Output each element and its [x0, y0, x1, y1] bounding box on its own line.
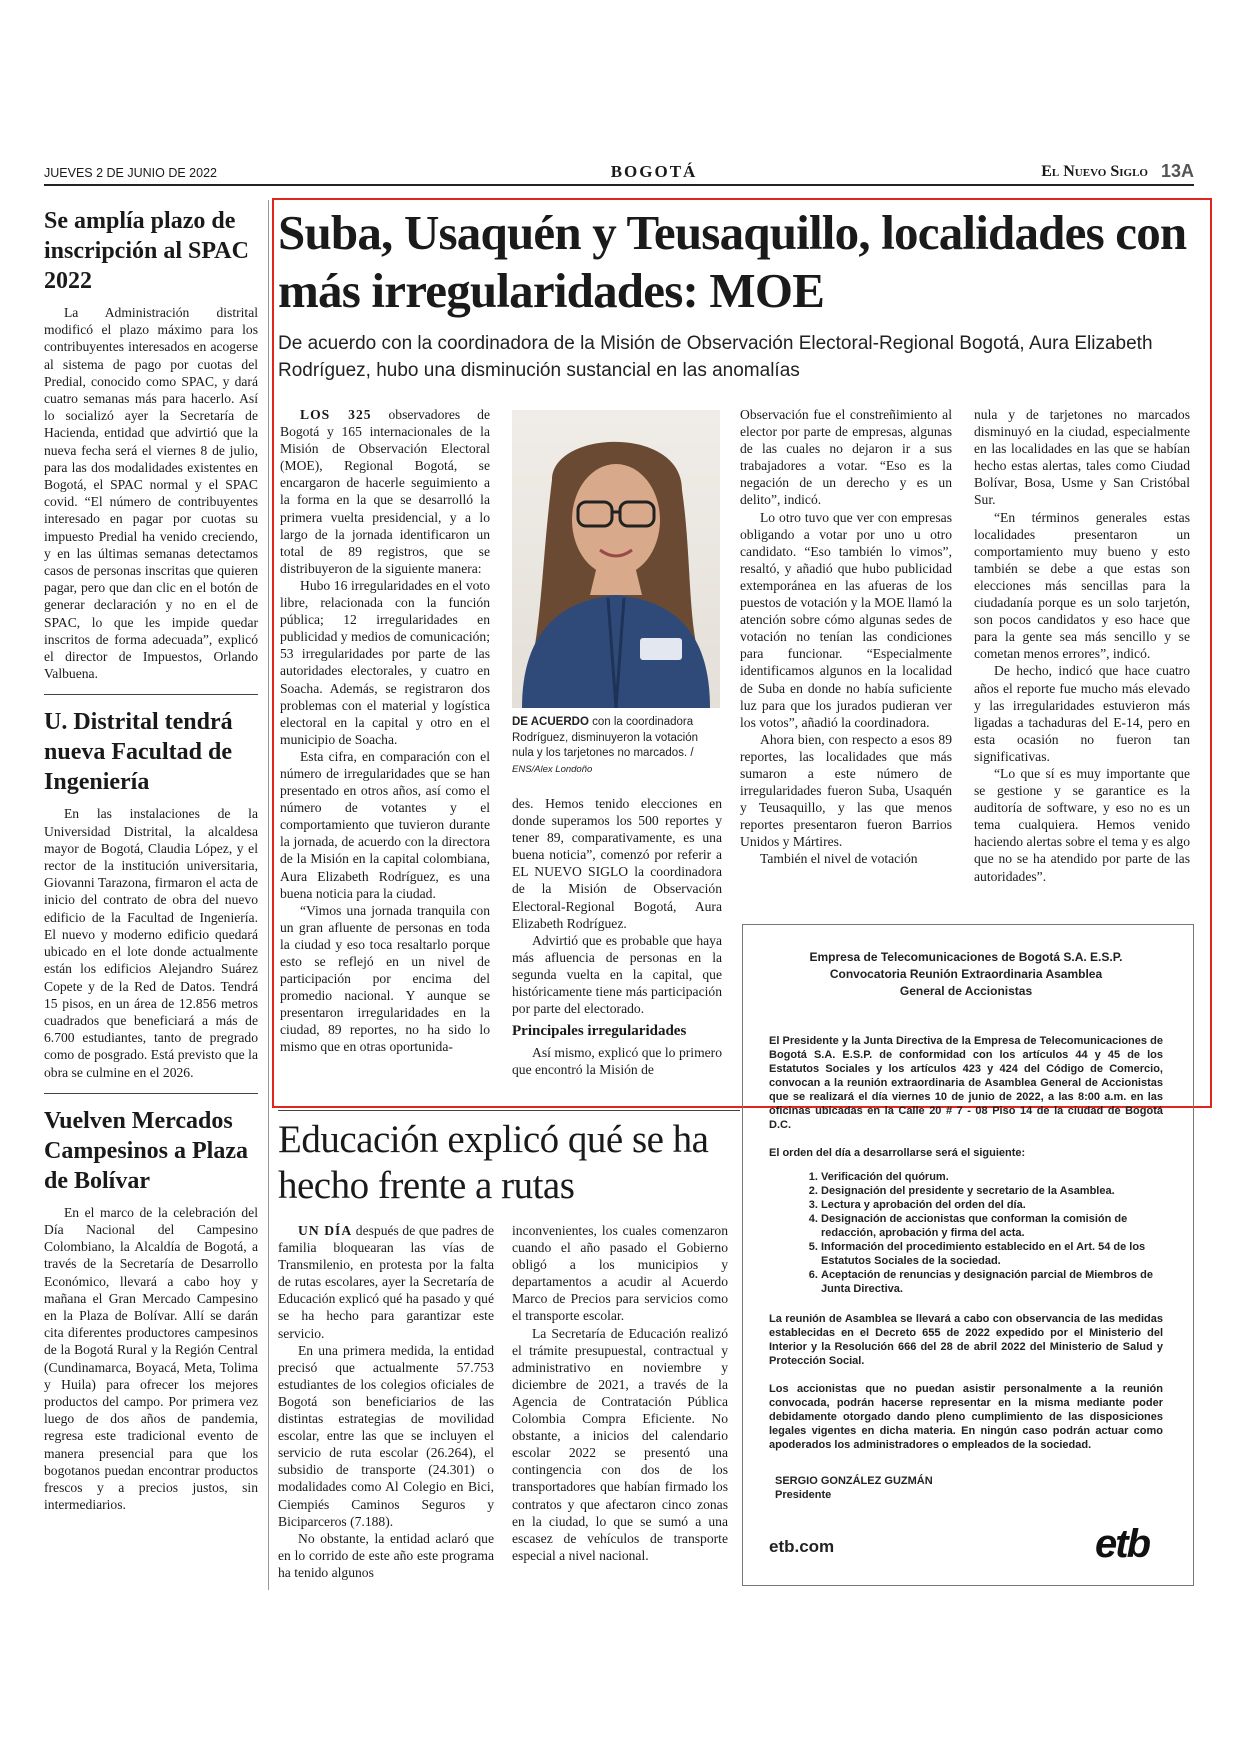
main-paragraph: des. Hemos tenido elecciones en donde superamos los 500 reportes y tener 89, comparativamente, es una buena noticia”, comenzó por referir a EL NUEVO SIGLO la coordinadora de la Misión de Observación Electoral-Regional Bogotá, Aura Elizabeth Rodríguez. — [512, 796, 722, 931]
main-paragraph: Ahora bien, con respecto a esos 89 reportes, las localidades que más sumaron a este número de irregularidades fueron Suba, Usaquén y Teusaquillo, y las que menos reportes presentaron fueron Barrios Unidos y Mártires. — [740, 731, 952, 850]
ad-website[interactable]: etb.com — [769, 1537, 835, 1556]
photo-caption-text: con la coordinadora Rodríguez, disminuyeron la votación nula y los tarjetones no marcados. / — [512, 716, 699, 759]
second-paragraph — [278, 1222, 494, 1342]
header-page-number: 13A — [1160, 161, 1194, 181]
ad-meeting-note: La reunión de Asamblea se llevará a cabo con observancia de las medidas establecidas en el Decreto 655 de 2022 expedido por el Ministerio del Interior y la Resolución 666 del 28 de abril 2022 del Ministerio de Salud y Protección Social. — [769, 1313, 1163, 1367]
main-headline: Suba, Usaquén y Teusaquillo, localidades con más irregularidades: MOE — [278, 205, 1187, 318]
sidebar-story-spac — [44, 206, 258, 682]
ad-title-line: General de Accionistas — [899, 984, 1033, 998]
sidebar-divider — [44, 1093, 258, 1094]
header-section: BOGOTÁ — [610, 162, 698, 181]
header-masthead: El Nuevo Siglo — [1041, 163, 1148, 180]
agenda-item: 5. Información del procedimiento establecido en el Art. 54 de los Estatutos Sociales de la sociedad. — [821, 1240, 1163, 1268]
main-paragraph: Observación fue el constreñimiento al elector por parte de empresas, algunas de las cuales no dejaron ir a sus trabajadores a votar. “Eso es la negación de un derecho y es un delito”, indicó. — [740, 407, 952, 508]
main-paragraph: Así mismo, explicó que lo primero que encontró la Misión de — [512, 1045, 722, 1078]
sidebar-story-title: Se amplía plazo de inscripción al SPAC 2022 — [44, 208, 249, 294]
second-headline: Educación explicó qué se ha hecho frente a rutas — [278, 1118, 709, 1207]
second-column-2 — [512, 1222, 728, 1564]
main-paragraph-text: observadores de Bogotá y 165 internacionales de la Misión de Observación Electoral (MOE), Regional Bogotá, se encargaron de hacerle seguimiento a la forma en la que se desarrolló la primera vuelta presidencial, y a lo largo de la jornada identificaron un total de 89 registros, que se distribuyeron de la siguiente manera: — [280, 407, 490, 576]
sidebar — [44, 206, 258, 1513]
sidebar-divider — [44, 694, 258, 695]
agenda-item: 6. Aceptación de renuncias y designación parcial de Miembros de Junta Directiva. — [821, 1268, 1163, 1296]
main-column-2 — [512, 795, 722, 1078]
second-paragraph: La Secretaría de Educación realizó el trámite presupuestal, contractual y administrativo en noviembre y diciembre de 2021, a través de la Agencia de Contratación Pública Colombia Compra Eficiente. No obstante, a inicios del calendario escolar 2022 se presentó una contingencia con dos de los transportadores que habían firmado los contratos y que afectaron cinco zonas en la ciudad, lo que se sumó a una escasez de vehículos de transporte especial a nivel nacional. — [512, 1325, 728, 1563]
second-column-1 — [278, 1222, 494, 1581]
photo-coordinadora — [512, 410, 720, 708]
lead-words: LOS 325 — [300, 407, 372, 422]
main-paragraph: nula y de tarjetones no marcados disminuyó en la ciudad, especialmente en las localidades en las que se habían hecho estas alertas, tales como Ciudad Bolívar, Bosa, Usme y San Cristóbal Sur. — [974, 407, 1190, 508]
main-paragraph: “En términos generales estas localidades presentaron un comportamiento muy bueno y esto también se debe a que estas son elecciones más sencillas para la ciudadanía porque es un solo tarjetón, son pocos candidatos y eso hace que para la gente sea más sencillo y se cometan menos errores”, indicó. — [974, 509, 1190, 662]
etb-logo: etb — [1095, 1522, 1149, 1566]
sidebar-story-title: U. Distrital tendrá nueva Facultad de Ingeniería — [44, 709, 233, 796]
main-paragraph: También el nivel de votación — [760, 851, 918, 867]
page-header — [44, 162, 1194, 186]
agenda-item: 1. Verificación del quórum. — [821, 1170, 1163, 1184]
main-paragraph: Esta cifra, en comparación con el número de irregularidades que se han presentado en otros años, así como el número de votantes y el comportamiento que tuvieron durante la jornada, de acuerdo con la directora de la Misión en la capital colombiana, Aura Elizabeth Rodríguez, es una buena noticia para la ciudad. — [280, 748, 490, 901]
main-paragraph — [280, 406, 490, 577]
agenda-item: 3. Lectura y aprobación del orden del día. — [821, 1198, 1163, 1212]
ad-agenda — [769, 1170, 1163, 1296]
second-article-rule — [278, 1110, 740, 1111]
ad-signer: SERGIO GONZÁLEZ GUZMÁN — [775, 1475, 933, 1487]
ad-signer-role: Presidente — [775, 1489, 832, 1501]
ad-title-line: Empresa de Telecomunicaciones de Bogotá S.A. E.S.P. — [809, 950, 1123, 964]
etb-ad — [742, 924, 1194, 1586]
sidebar-story-text: En el marco de la celebración del Día Nacional del Campesino Colombiano, la Alcaldía de Bogotá, a través de la Secretaría de Desarrollo Económico, llevará a cabo hoy y mañana el Gran Mercado Campesino en la Plaza de Bolívar. Allí se darán cita diferentes productores campesinos de la Bogotá Rural y la Región Central (Cundinamarca, Boyacá, Meta, Tolima y Huila) para ofrecer los mejores productos del campo. Por primera vez luego de dos años de pandemia, regresa este tradicional evento de manera presencial para que los bogotanos puedan encontrar productos frescos y a precios justos, sin intermediarios. — [44, 1204, 258, 1513]
photo-caption — [512, 715, 722, 777]
sidebar-story-text: La Administración distrital modificó el plazo máximo para los contribuyentes interesados en acogerse al sistema de pago por cuotas del Predial, conocido como SPAC, y dará cuatro semanas más para hacerlo. Así lo socializó ayer la Secretaría de Hacienda, entidad que advirtió que la nueva fecha será el viernes 8 de julio, para las dos modalidades existentes en Bogotá, el SPAC normal y el SPAC covid. “El número de contribuyentes interesado en pagar por cuotas su impuesto Predial ha venido creciendo, y en las últimas semanas detectamos casos de personas inscritas que quieren pagar, pero que dan clic en el botón de generar declaración y no en el de SPAC, lo que les impide quedar inscritos de forma adecuada”, explicó el director de Impuestos, Orlando Valbuena. — [44, 305, 258, 682]
ad-title-line: Convocatoria Reunión Extraordinaria Asamblea — [829, 967, 1103, 981]
agenda-item: 2. Designación del presidente y secretario de la Asamblea. — [821, 1184, 1163, 1198]
second-paragraph: inconvenientes, los cuales comenzaron cuando el año pasado el Gobierno obligó a los municipios y departamentos a acudir al Acuerdo Marco de Precios para servicios como el transporte escolar. — [512, 1223, 728, 1324]
ad-proxy-note: Los accionistas que no puedan asistir personalmente a la reunión convocada, podrán hacerse representar en la misma mediante poder debidamente otorgado dando pleno cumplimiento de las disposiciones legales vigentes en dicha materia. En ningún caso podrán actuar como apoderados los administradores o empleados de la sociedad. — [769, 1383, 1163, 1451]
ad-agenda-intro: El orden del día a desarrollarse será el siguiente: — [769, 1147, 1026, 1159]
second-paragraph: En una primera medida, la entidad precisó que actualmente 57.753 estudiantes de los colegios oficiales de Bogotá son beneficiarios de las distintas estrategias de movilidad escolar, entre las que se incluyen el servicio de ruta escolar (26.264), el subsidio de transporte (24.301) o modalidades como Al Colegio en Bici, Ciempiés Caminos Seguros y Biciparceros (7.188). — [278, 1342, 494, 1529]
portrait-image — [512, 410, 720, 708]
second-article — [278, 1110, 740, 1580]
main-paragraph: Advirtió que es probable que haya más afluencia de personas en la segunda vuelta en la capital, que históricamente tiene más participación por parte del electorado. — [512, 932, 722, 1017]
main-column-3 — [740, 406, 952, 868]
second-paragraph: No obstante, la entidad aclaró que en lo corrido de este año este programa ha tenido algunos — [278, 1530, 494, 1580]
subhead: Principales irregularidades — [512, 1023, 687, 1040]
main-column-1 — [280, 406, 490, 1056]
sidebar-story-text: En las instalaciones de la Universidad Distrital, la alcaldesa mayor de Bogotá, Claudia López, y el rector de la institución universitaria, Giovanni Tarazona, firmaron el acta de inicio del contrato de obra del nuevo edificio de la Facultad de Ingeniería. El nuevo y moderno edificio quedará ubicado en el lote donde actualmente están los edificios Alejandro Suárez Copete y de la Red de Datos. Tendrá 15 pisos, en un área de 12.856 metros cuadrados que beneficiará a más de 6.700 estudiantes, tanto de pregrado como de posgrado. Está previsto que la obra se culmine en el 2026. — [44, 806, 258, 1080]
main-paragraph: “Vimos una jornada tranquila con un gran afluente de personas en toda la ciudad y eso toca resaltarlo porque esto se reflejó en un nivel de participación por encima del promedio nacional. Y aunque se presentaron irregularidades en la ciudad, 89 reportes, no ha sido lo mismo que en otras oportunida- — [280, 902, 490, 1055]
ad-title — [769, 949, 1163, 1000]
header-date: JUEVES 2 DE JUNIO DE 2022 — [44, 166, 217, 180]
main-paragraph: Lo otro tuvo que ver con empresas obligando a votar por uno u otro candidato. “Eso también lo vimos”, resaltó, y añadió que hubo publicidad extemporánea en las afueras de los puestos de votación y la MOE llamó la atención sobre cómo algunas sedes de votación no tenían las condiciones para funcionar. “Especialmente identificamos algunos en la localidad de Suba en donde no había suficiente luz para que los jurados pudieran ver los votos”, añadió la coordinadora. — [740, 509, 952, 730]
main-paragraph: “Lo que sí es muy importante que se gestione y se garantice es la auditoría de software, y eso no es un tema cualquiera. Hemos venido haciendo alertas sobre el tema y es algo que no se ha atendido por parte de las autoridades”. — [974, 765, 1190, 884]
agenda-item: 4. Designación de accionistas que conforman la comisión de redacción, aprobación y firma del acta. — [821, 1212, 1163, 1240]
second-paragraph-text: después de que padres de familia bloquearan las vías de Transmilenio, en protesta por la falta de rutas escolares, ayer la Secretaría de Educación explicó qué ha pasado y qué se ha hecho para garantizar este servicio. — [278, 1223, 494, 1341]
photo-credit: ENS/Alex Londoño — [512, 763, 593, 775]
sidebar-story-udistrital — [44, 707, 258, 1080]
sidebar-story-title: Vuelven Mercados Campesinos a Plaza de Bolívar — [44, 1107, 248, 1194]
main-column-4 — [974, 406, 1190, 885]
ad-intro: El Presidente y la Junta Directiva de la Empresa de Telecomunicaciones de Bogotá S.A. E.S.P. de conformidad con los artículos 44 y 45 de los Estatutos Sociales y los artículos 423 y 424 del Código de Comercio, convocan a la reunión extraordinaria de Asamblea General de Accionistas que se realizará el día viernes 10 de junio de 2022, a las 8:00 a.m. en las oficinas ubicadas en la Calle 20 # 7 - 08 Piso 14 de la ciudad de Bogotá D.C. — [769, 1035, 1163, 1131]
main-paragraph: Hubo 16 irregularidades en el voto libre, relacionada con la función pública; 12 irregularidades en publicidad y medios de comunicación; 53 irregularidades por parte de las autoridades electorales, y cuatro en Soacha. Además, se registraron dos problemas con el material y logística electoral en la capital y otro en el municipio de Soacha. — [280, 577, 490, 747]
photo-caption-lead: DE ACUERDO — [512, 716, 589, 728]
main-paragraph: De hecho, indicó que hace cuatro años el reporte fue mucho más elevado y las irregularidades estuvieron más ligadas a tachaduras del E-14, pero en esta ocasión no fueron tan significativas. — [974, 663, 1190, 764]
sidebar-story-mercados — [44, 1106, 258, 1514]
column-divider — [268, 200, 269, 1590]
main-deck: De acuerdo con la coordinadora de la Misión de Observación Electoral-Regional Bogotá, Aura Elizabeth Rodríguez, hubo una disminución sustancial en las anomalías — [278, 333, 1153, 381]
lead-words: UN DÍA — [298, 1223, 353, 1238]
